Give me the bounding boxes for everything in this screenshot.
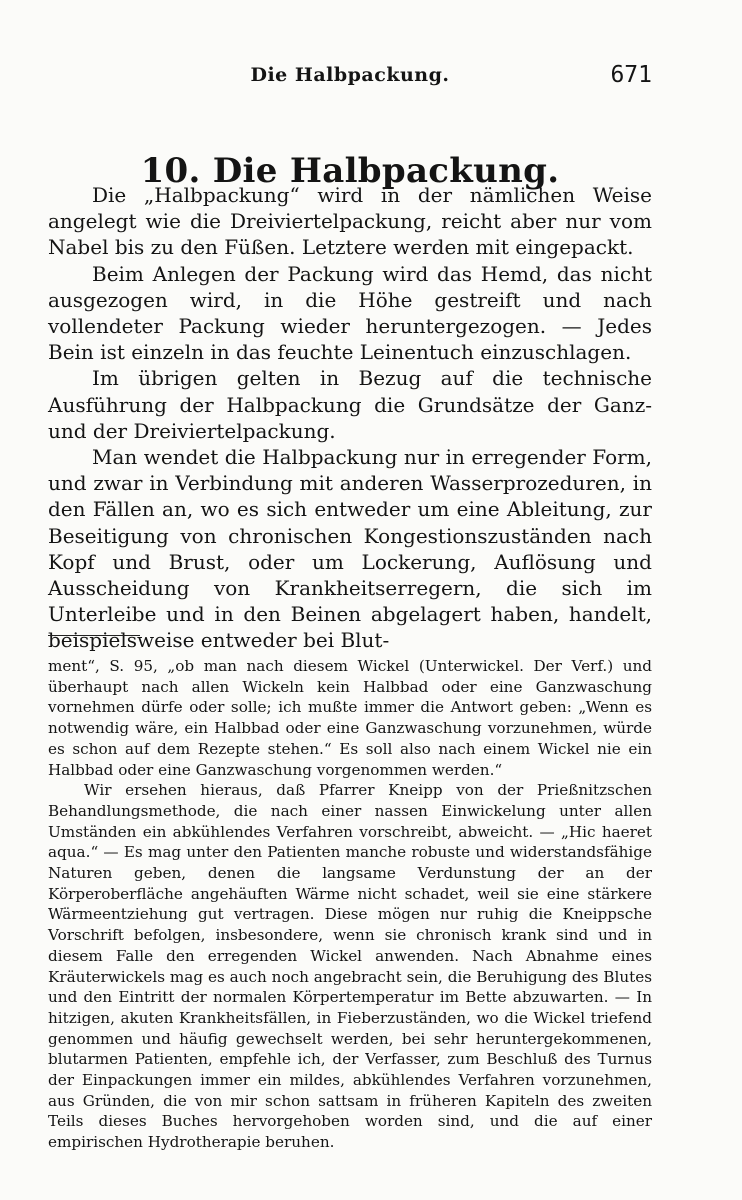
- footnote-rule: [48, 635, 140, 636]
- page-number: 671: [610, 62, 652, 88]
- body-paragraph: Beim Anlegen der Packung wird das Hemd, das nicht ausgezogen wird, in die Höhe gestreift und nach vollendeter Packung wieder heruntergezogen. — Jedes Bein ist einzeln in das feuchte Leinentuch einzuschlagen.: [48, 261, 652, 365]
- body-paragraph: Im übrigen gelten in Bezug auf die technische Ausführung der Halbpackung die Grundsätze der Ganz- und der Dreiviertelpackung.: [48, 366, 652, 443]
- footnote-paragraph: Wir ersehen hieraus, daß Pfarrer Kneipp von der Prießnitzschen Behandlungsmethode, die nach einer nassen Einwickelung unter allen Umständen ein abkühlendes Verfahren vorschreibt, abweicht. — „Hic haeret aqua.“ — Es mag unter den Patienten manche robuste und widerstandsfähige Naturen geben, denen die langsame Verdunstung der an der Körperoberfläche angehäuften Wärme nicht schadet, weil sie eine stärkere Wärmeentziehung gut vertragen. Diese mögen nur ruhig die Kneippsche Vorschrift befolgen, insbesondere, wenn sie chronisch krank sind und in diesem Falle den erregenden Wickel anwenden. Nach Abnahme eines Kräuterwickels mag es auch noch angebracht sein, die Beruhigung des Blutes und den Eintritt der normalen Körpertemperatur im Bette abzuwarten. — In hitzigen, akuten Krankheitsfällen, in Fieberzuständen, wo die Wickel triefend genommen und häufig gewechselt werden, bei sehr heruntergekommenen, blutarmen Patienten, empfehle ich, der Verfasser, zum Beschluß des Turnus der Einpackungen immer ein mildes, abkühlendes Verfahren vorzunehmen, aus Gründen, die von mir schon sattsam in früheren Kapiteln des zweiten Teils dieses Buches hervorgehoben worden sind, und die auf einer empirischen Hydrotherapie beruhen.: [48, 781, 652, 1152]
- body-text: [48, 182, 652, 654]
- chapter-heading: 10. Die Halbpackung.: [140, 150, 560, 191]
- body-paragraph: Man wendet die Halbpackung nur in erregender Form, und zwar in Verbindung mit anderen Wasserprozeduren, in den Fällen an, wo es sich entweder um eine Ableitung, zur Beseitigung von chronischen Kongestionszuständen nach Kopf und Brust, oder um Lockerung, Auflösung und Ausscheidung von Krankheitserregern, die sich im Unterleibe und in den Beinen abgelagert haben, handelt, beispielsweise entweder bei Blut-: [48, 445, 652, 653]
- running-head: [48, 64, 652, 94]
- running-title: Die Halbpackung.: [250, 64, 450, 86]
- footnotes: [48, 656, 652, 1153]
- footnote-paragraph: ment“, S. 95, „ob man nach diesem Wickel (Unterwickel. Der Verf.) und überhaupt nach allen Wickeln kein Halbbad oder eine Ganzwaschung vornehmen dürfe oder solle; ich mußte immer die Antwort geben: „Wenn es notwendig wäre, ein Halbbad oder eine Ganzwaschung vorzunehmen, würde es schon auf dem Rezepte stehen.“ Es soll also nach einem Wickel nie ein Halbbad oder eine Ganzwaschung vorgenommen werden.“: [48, 657, 652, 779]
- body-paragraph: Die „Halbpackung“ wird in der nämlichen Weise angelegt wie die Dreiviertelpackung, reicht aber nur vom Nabel bis zu den Füßen. Letztere werden mit eingepackt.: [48, 183, 652, 260]
